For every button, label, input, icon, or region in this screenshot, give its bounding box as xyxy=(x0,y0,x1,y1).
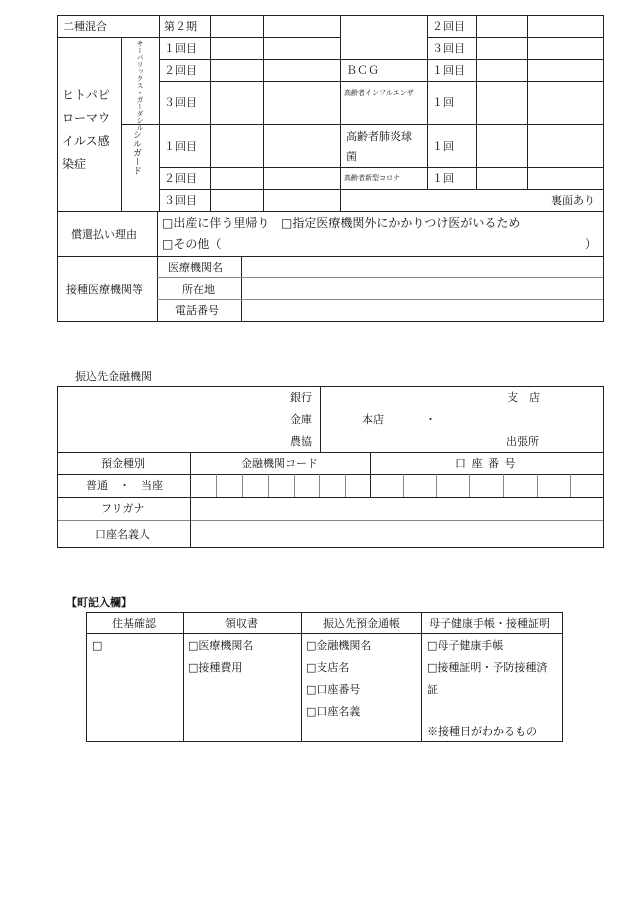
branch-separator: ・ xyxy=(425,413,436,426)
reason-family-doctor-checkbox[interactable]: □指定医療機関外にかかりつけ医がいるため xyxy=(281,216,521,230)
account-number-header: 口 座 番 号 xyxy=(455,457,517,470)
receipt-fee-checkbox[interactable]: □接種費用 xyxy=(188,661,243,674)
facility-name-label: 医療機関名 xyxy=(168,261,223,274)
town-heading: 【町記入欄】 xyxy=(66,596,132,609)
passbook-holder-checkbox[interactable]: □口座名義 xyxy=(306,705,361,718)
hpv-label: ヒトパピ ローマウ イルス感 染症 xyxy=(62,88,111,171)
bcg-label: ＢＣＧ xyxy=(346,64,379,77)
branch-shiten: 支 店 xyxy=(507,391,540,404)
dose-2-cervarix: ２回目 xyxy=(164,64,197,77)
phase-2-label: 第２期 xyxy=(164,20,197,33)
town-header-receipt: 領収書 xyxy=(225,617,258,630)
covid-dose: １回 xyxy=(432,172,454,185)
reimbursement-reason-label: 償還払い理由 xyxy=(71,228,137,241)
branch-honten: 本店 xyxy=(362,413,384,426)
deposit-type-options[interactable]: 普通 ・ 当座 xyxy=(86,479,163,492)
facility-label: 接種医療機関等 xyxy=(66,283,143,296)
influenza-label: 高齢者インフルエンザ xyxy=(344,89,414,97)
silgard-label: シルガード xyxy=(131,130,141,175)
cervarix-gardasil-label: サーバリックス・ガーダシル xyxy=(136,40,144,131)
facility-address-label: 所在地 xyxy=(182,283,215,296)
vaccination-date-note: ※接種日がわかるもの xyxy=(427,725,537,738)
town-header-passbook: 振込先預金通帳 xyxy=(323,617,400,630)
deposit-type-header: 預金種別 xyxy=(101,457,145,470)
diphtheria-tetanus-label: 二種混合 xyxy=(63,20,107,33)
vaccination-cert-cont: 証 xyxy=(427,683,438,696)
pneumococcal-dose: １回 xyxy=(432,140,454,153)
diphtheria-dose-2: ２回目 xyxy=(432,20,465,33)
dose-3-silgard: ３回目 xyxy=(164,194,197,207)
bcg-dose: １回目 xyxy=(432,64,465,77)
mch-handbook-checkbox[interactable]: □母子健康手帳 xyxy=(427,639,504,652)
facility-phone-label: 電話番号 xyxy=(175,304,219,317)
passbook-branch-checkbox[interactable]: □支店名 xyxy=(306,661,350,674)
furigana-label: フリガナ xyxy=(101,502,145,515)
bank-type-ginko: 銀行 xyxy=(290,391,312,404)
reason-homecoming-checkbox[interactable]: □出産に伴う里帰り xyxy=(162,216,270,230)
other-close-paren: ） xyxy=(585,237,598,251)
bank-type-nokyo: 農協 xyxy=(290,435,312,448)
dose-3-cervarix: ３回目 xyxy=(164,96,197,109)
dose-2-silgard: ２回目 xyxy=(164,172,197,185)
vaccination-cert-checkbox[interactable]: □接種証明・予防接種済 xyxy=(427,661,548,674)
passbook-bank-checkbox[interactable]: □金融機関名 xyxy=(306,639,372,652)
diphtheria-dose-3: ３回目 xyxy=(432,42,465,55)
bank-type-kinko: 金庫 xyxy=(290,413,312,426)
back-page-note: 裏面あり xyxy=(551,194,595,207)
pneumococcal-label: 高齢者肺炎球 菌 xyxy=(346,130,412,163)
bank-heading: 振込先金融機関 xyxy=(75,370,152,383)
dose-1-silgard: １回目 xyxy=(164,140,197,153)
account-holder-label: 口座名義人 xyxy=(95,528,150,541)
covid-label: 高齢者新型コロナ xyxy=(344,174,400,182)
juki-checkbox[interactable]: □ xyxy=(92,639,103,652)
receipt-facility-checkbox[interactable]: □医療機関名 xyxy=(188,639,254,652)
reason-other-checkbox[interactable]: □その他（ xyxy=(162,237,222,251)
influenza-dose: １回 xyxy=(432,96,454,109)
town-header-juki: 住基確認 xyxy=(112,617,156,630)
town-header-mch: 母子健康手帳・接種証明 xyxy=(429,617,550,630)
dose-1-cervarix: １回目 xyxy=(164,42,197,55)
branch-shucchojo: 出張所 xyxy=(506,435,539,448)
passbook-account-checkbox[interactable]: □口座番号 xyxy=(306,683,361,696)
bank-code-header: 金融機関コード xyxy=(241,457,318,470)
